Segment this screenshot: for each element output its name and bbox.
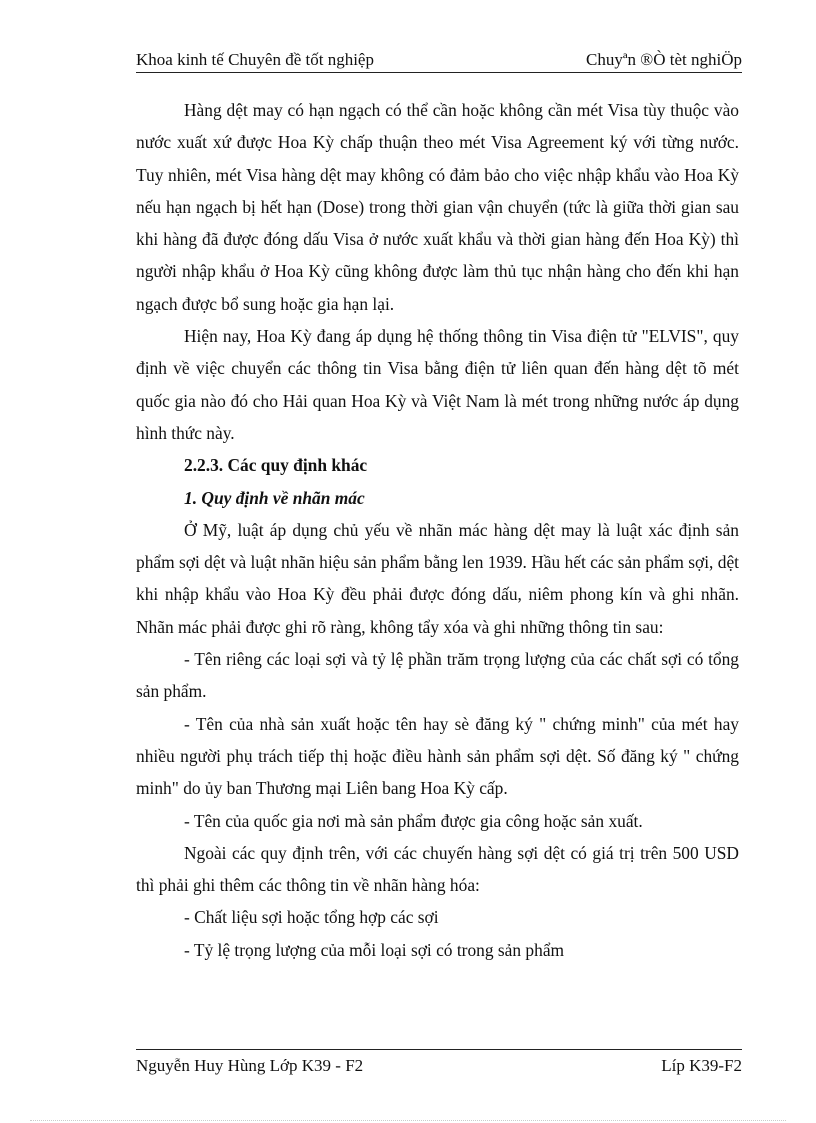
header-left-text: Khoa kinh tế Chuyên đề tốt nghiệp xyxy=(136,50,374,69)
list-item-fiber-weight-ratio: - Tỷ lệ trọng lượng của mỗi loại sợi có trong sản phẩm xyxy=(184,939,565,960)
list-item-fiber-names: - Tên riêng các loại sợi và tỷ lệ phần trăm trọng lượng của các chất sợi có tổng sản phẩm. xyxy=(136,649,739,702)
body-text xyxy=(136,94,739,966)
header-right-text: Chuyªn ®Ò tèt nghiÖp xyxy=(586,50,742,69)
paragraph-extra-requirements: Ngoài các quy định trên, với các chuyến hàng sợi dệt có giá trị trên 500 USD thì phải ghi thêm các thông tin về nhãn hàng hóa: xyxy=(136,842,739,896)
page-header xyxy=(136,50,742,73)
list-item-manufacturer-name: - Tên của nhà sản xuất hoặc tên hay sè đăng ký " chứng minh" của mét hay nhiều người phụ trách tiếp thị hoặc điều hành sản phẩm sợi dệt. Số đăng ký " chứng minh" do ủy ban Thương mại Liên bang Hoa Kỳ cấp. xyxy=(136,713,739,799)
footer-right-text: Líp K39-F2 xyxy=(661,1056,742,1075)
page-footer xyxy=(136,1049,742,1074)
paragraph-labeling-law: Ở Mỹ, luật áp dụng chủ yếu về nhãn mác hàng dệt may là luật xác định sản phẩm sợi dệt và luật nhãn hiệu sản phẩm bằng len 1939. Hầu hết các sản phẩm sợi, dệt khi nhập khẩu vào Hoa Kỳ đều phải được đóng dấu, niêm phong kín và ghi nhãn. Nhãn mác phải được ghi rõ ràng, không tẩy xóa và ghi những thông tin sau: xyxy=(136,519,739,637)
footer-left-text: Nguyễn Huy Hùng Lớp K39 - F2 xyxy=(136,1056,364,1075)
paragraph-elvis-system: Hiện nay, Hoa Kỳ đang áp dụng hệ thống thông tin Visa điện tử "ELVIS", quy định về việc chuyển các thông tin Visa bằng điện tử liên quan đến hàng dệt tõ mét quốc gia nào đó cho Hải quan Hoa Kỳ và Việt Nam là mét trong những nước áp dụng hình thức này. xyxy=(136,326,739,443)
subsection-heading: 1. Quy định về nhãn mác xyxy=(184,487,365,508)
list-item-country-of-origin: - Tên của quốc gia nơi mà sản phẩm được gia công hoặc sản xuất. xyxy=(184,810,643,831)
paragraph-visa-quota: Hàng dệt may có hạn ngạch có thể cần hoặc không cần mét Visa tùy thuộc vào nước xuất xứ được Hoa Kỳ chấp thuận theo mét Visa Agreement ký với từng nước. Tuy nhiên, mét Visa hàng dệt may không có đảm bảo cho việc nhập khẩu vào Hoa Kỳ nếu hạn ngạch bị hết hạn (Dose) trong thời gian vận chuyển (tức là giữa thời gian sau khi hàng đã được đóng dấu Visa ở nước xuất khẩu và thời gian hàng đến Hoa Kỳ) thì người nhập khẩu ở Hoa Kỳ cũng không được làm thủ tục nhận hàng cho đến khi hạn ngạch được bổ sung hoặc gia hạn lại. xyxy=(136,100,739,314)
section-heading: 2.2.3. Các quy định khác xyxy=(184,455,368,476)
list-item-fiber-material: - Chất liệu sợi hoặc tổng hợp các sợi xyxy=(184,907,439,928)
page-bottom-border xyxy=(30,1120,786,1121)
